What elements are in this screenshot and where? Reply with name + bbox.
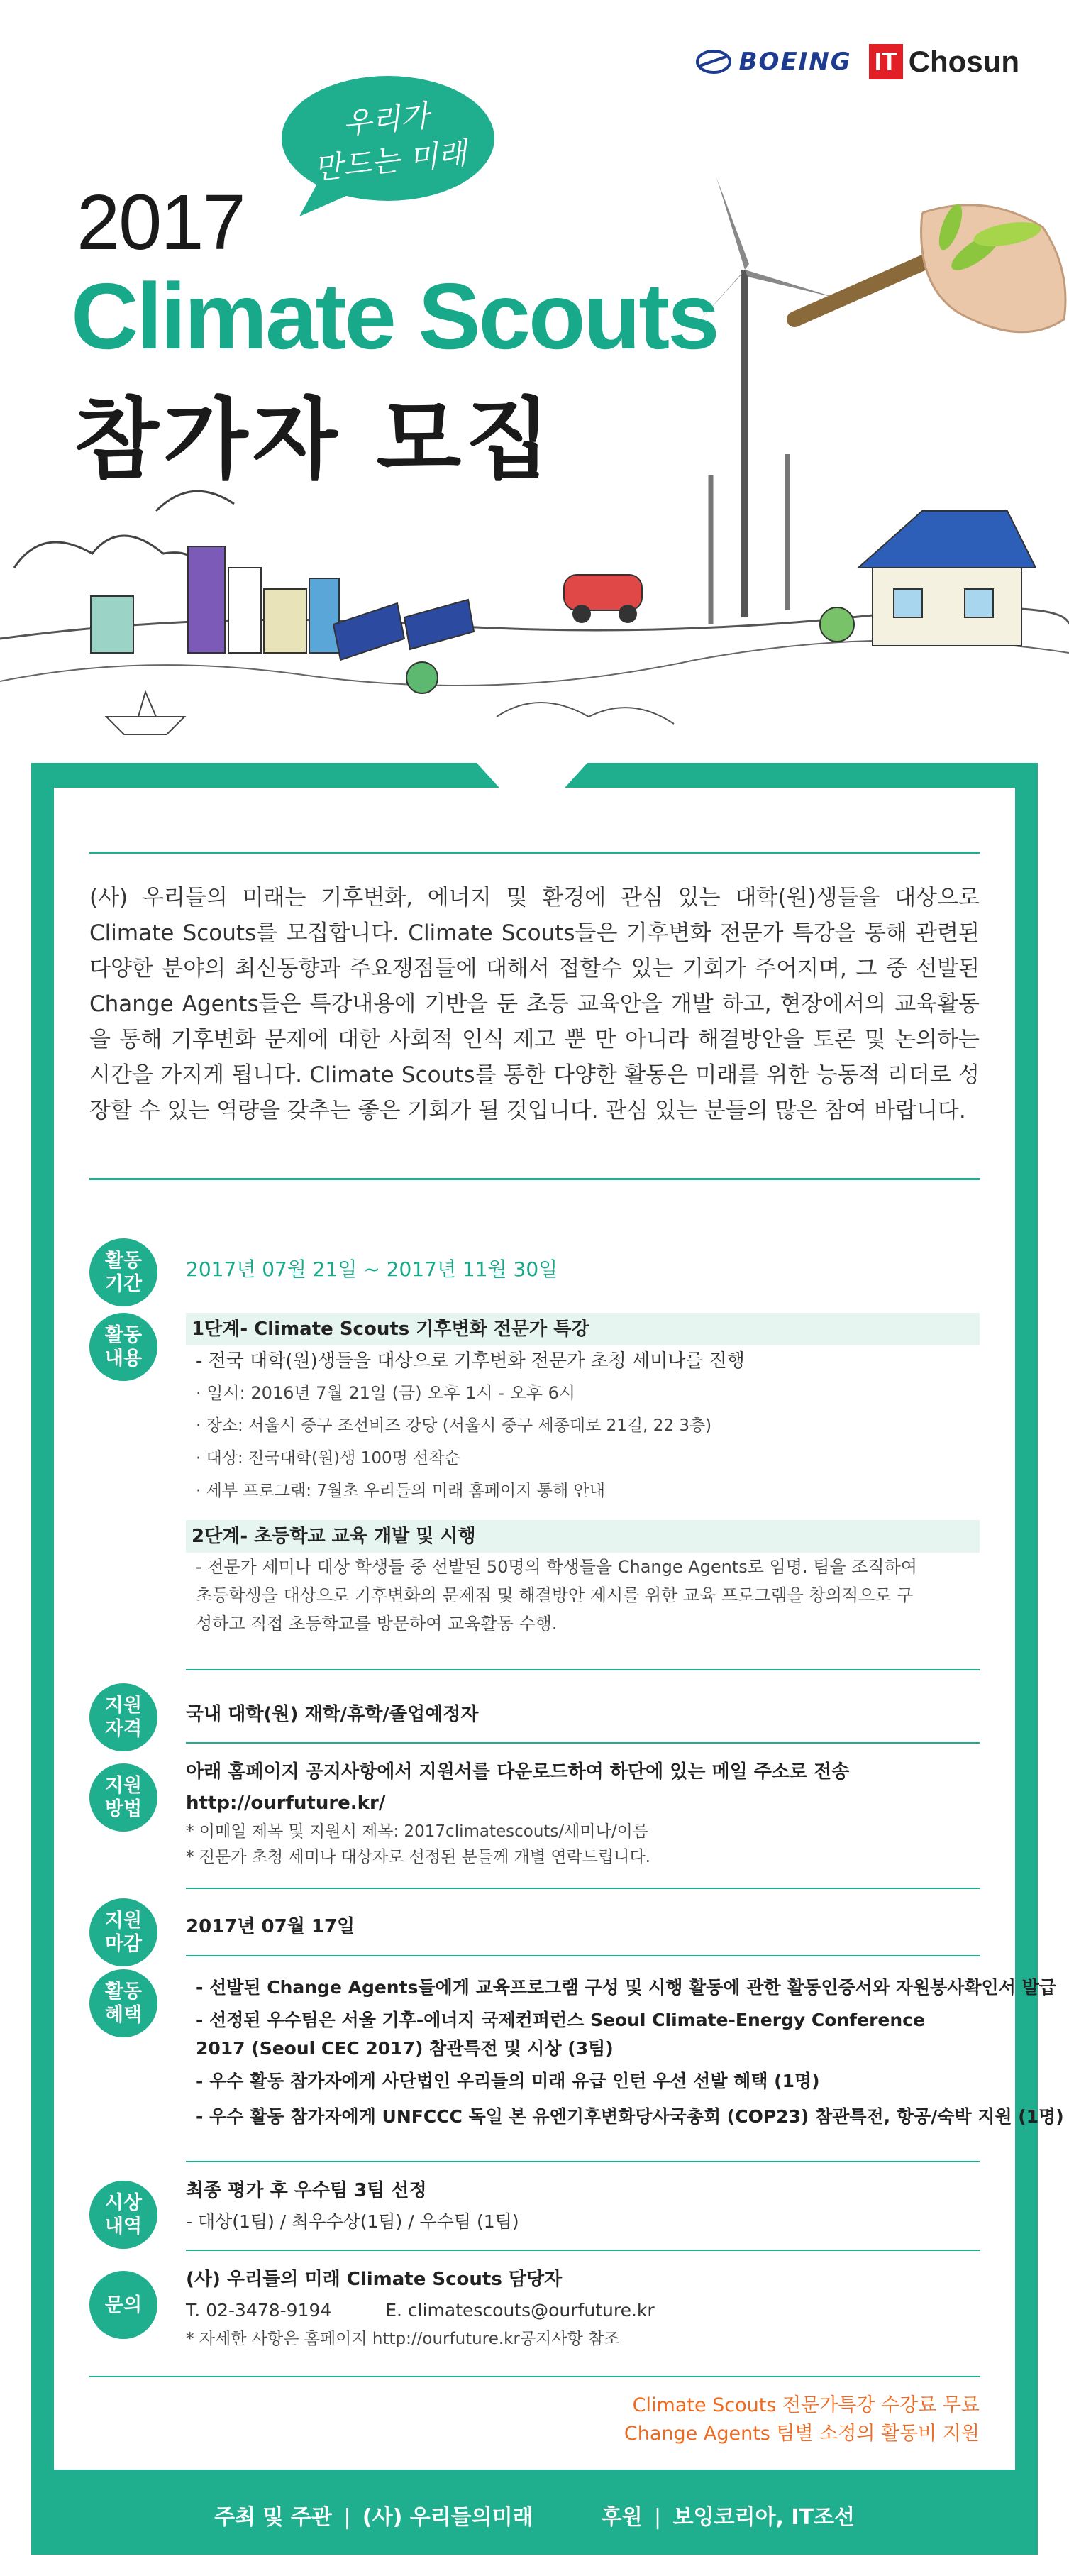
benefit-item-2: - 선정된 우수팀은 서울 기후-에너지 국제컨퍼런스 Seoul Climate-Energy Conference 2017 (Seoul CEC 2017) 참관특전 및 시상 (3팀)	[196, 2010, 925, 2059]
badge-awards	[89, 2181, 157, 2249]
boeing-emblem-icon	[695, 48, 732, 76]
intro-paragraph: (사) 우리들의 미래는 기후변화, 에너지 및 환경에 관심 있는 대학(원)생들을 대상으로 Climate Scouts를 모집합니다. Climate Scouts들은 기후변화 전문가 특강을 통해 관련된 다양한 분야의 최신동향과 주요쟁점들에 대해서 접할수 있는 기회가 주어지며, 그 중 선발된 Change Agents들은 특강내용에 기반을 둔 초등 교육안을 개발 하고, 현장에서의 교육활동을 통해 기후변화 문제에 대한 사회적 인식 제고 뿐 만 아니라 해결방안을 토론 및 논의하는 시간을 가지게 됩니다. Climate Scouts를 통한 다양한 활동은 미래를 위한 능동적 리더로 성장할 수 있는 역량을 갖추는 좋은 기회가 될 것입니다. 관심 있는 분들의 많은 참여 바랍니다.	[89, 885, 980, 1123]
method-note1: * 이메일 제목 및 지원서 제목: 2017climatescouts/세미나/이름	[186, 1822, 649, 1841]
contact-note: * 자세한 사항은 홈페이지 http://ourfuture.kr공지사항 참조	[186, 2330, 620, 2348]
badge-deadline-line1: 지원	[104, 1910, 143, 1932]
notice-line1: Climate Scouts 전문가특강 수강료 무료	[632, 2394, 980, 2416]
stage1-place: · 장소: 서울시 중구 조선비즈 강당 (서울시 중구 세종대로 21길, 22 3층)	[196, 1416, 712, 1435]
badge-benefits-line1: 활동	[104, 1981, 143, 2003]
divider-awards	[186, 2250, 980, 2251]
benefit-item-4: - 우수 활동 참가자에게 UNFCCC 독일 본 유엔기후변화당사국총회 (COP23) 참관특전, 항공/숙박 지원 (1명)	[196, 2106, 1064, 2127]
badge-benefits	[89, 1969, 157, 2037]
section-content	[89, 1313, 980, 1668]
stage2-title: 2단계- 초등학교 교육 개발 및 시행	[186, 1520, 980, 1553]
divider-method	[186, 1888, 980, 1889]
footer-credits	[31, 2475, 1038, 2555]
boeing-wordmark: BOEING	[738, 48, 852, 76]
benefit-item-3: - 우수 활동 참가자에게 사단법인 우리들의 미래 유급 인턴 우선 선발 혜택 (1명)	[196, 2071, 820, 2091]
awards-line2: - 대상(1팀) / 최우수상(1팀) / 우수팀 (1팀)	[186, 2211, 519, 2232]
bubble-line-1: 우리가	[340, 97, 431, 142]
stage1-desc: - 전국 대학(원)생들을 대상으로 기후변화 전문가 초청 세미나를 진행	[196, 1350, 745, 1372]
contact-email[interactable]: E. climatescouts@ourfuture.kr	[385, 2300, 655, 2321]
divider-contact	[89, 2376, 980, 2377]
divider-deadline	[186, 1955, 980, 1956]
page-title-korean: 참가자 모집	[74, 389, 555, 491]
benefit-notice	[624, 2391, 980, 2448]
it-logo-box: IT	[869, 44, 903, 79]
badge-method	[89, 1763, 157, 1832]
notice-line2: Change Agents 팀별 소정의 활동비 지원	[624, 2423, 980, 2445]
divider-intro	[89, 1178, 980, 1180]
stage2-desc: - 전문가 세미나 대상 학생들 중 선발된 50명의 학생들을 Change Agents로 임명. 팀을 조직하여 초등학생을 대상으로 기후변화의 문제점 및 해결방안 제시를 위한 교육 프로그램을 창의적으로 구성하고 직접 초등학교를 방문하여 교육활동 수행.	[196, 1557, 917, 1634]
stage1-target: · 대상: 전국대학(원)생 100명 선착순	[196, 1449, 460, 1468]
badge-awards-line1: 시상	[104, 2192, 143, 2214]
it-chosun-logo	[869, 44, 1019, 79]
chosun-wordmark: Chosun	[908, 45, 1019, 78]
stage1-date: · 일시: 2016년 7월 21일 (금) 오후 1시 - 오후 6시	[196, 1383, 576, 1403]
badge-content-line2: 내용	[104, 1348, 143, 1370]
page-title-english: Climate Scouts	[71, 264, 718, 368]
badge-period	[89, 1238, 157, 1306]
badge-period-line1: 활동	[104, 1250, 143, 1272]
badge-awards-line2: 내역	[104, 2216, 143, 2238]
footer-host-label: 주최 및 주관	[214, 2504, 332, 2530]
badge-qualification-line2: 자격	[104, 1718, 143, 1740]
footer-sponsor-label: 후원	[601, 2504, 643, 2530]
frame-notch	[477, 763, 587, 824]
section-qualification	[89, 1683, 980, 1751]
method-line1: 아래 홈페이지 공지사항에서 지원서를 다운로드하여 하단에 있는 메일 주소로 전송	[186, 1761, 850, 1783]
stage1-program: · 세부 프로그램: 7월초 우리들의 미래 홈페이지 통해 안내	[196, 1482, 605, 1500]
divider-qualification	[186, 1742, 980, 1744]
section-benefits	[89, 1969, 1064, 2154]
badge-method-line1: 지원	[104, 1775, 143, 1797]
event-year: 2017	[77, 179, 245, 266]
badge-content-line1: 활동	[104, 1324, 143, 1346]
badge-benefits-line2: 혜택	[104, 2004, 143, 2026]
period-value: 2017년 07월 21일 ~ 2017년 11월 30일	[186, 1257, 558, 1281]
sponsor-logos	[695, 44, 1019, 79]
bubble-line-2: 만드는 미래	[311, 135, 469, 187]
badge-content	[89, 1313, 157, 1381]
badge-contact-line1: 문의	[104, 2294, 143, 2316]
divider-content	[186, 1669, 980, 1670]
boeing-logo	[695, 48, 852, 76]
hero-section	[0, 0, 1069, 774]
badge-qualification	[89, 1683, 157, 1751]
section-contact	[89, 2264, 980, 2370]
badge-qualification-line1: 지원	[104, 1695, 143, 1717]
section-awards	[89, 2175, 980, 2253]
footer-host-value: (사) 우리들의미래	[362, 2504, 533, 2530]
benefit-item-1: - 선발된 Change Agents들에게 교육프로그램 구성 및 시행 활동에 관한 활동인증서와 자원봉사확인서 발급	[196, 1977, 1056, 1998]
section-method	[89, 1756, 980, 1884]
badge-deadline-line2: 마감	[104, 1933, 143, 1955]
badge-period-line2: 기간	[104, 1273, 143, 1295]
stage1-title: 1단계- Climate Scouts 기후변화 전문가 특강	[186, 1313, 980, 1345]
badge-method-line2: 방법	[104, 1798, 143, 1820]
footer-sponsor: 후원 | 보잉코리아, IT조선	[601, 2504, 855, 2530]
qualification-value: 국내 대학(원) 재학/휴학/졸업예정자	[186, 1704, 479, 1725]
divider-top	[89, 852, 980, 854]
contact-org: (사) 우리들의 미래 Climate Scouts 담당자	[186, 2269, 563, 2290]
badge-contact	[89, 2271, 157, 2339]
badge-deadline	[89, 1898, 157, 1966]
contact-tel: T. 02-3478-9194	[186, 2300, 332, 2321]
method-note2: * 전문가 초청 세미나 대상자로 선정된 분들께 개별 연락드립니다.	[186, 1848, 650, 1866]
divider-benefits	[186, 2161, 980, 2162]
awards-line1: 최종 평가 후 우수팀 3팀 선정	[186, 2180, 427, 2201]
method-url[interactable]: http://ourfuture.kr/	[186, 1793, 386, 1814]
footer-host: 주최 및 주관 | (사) 우리들의미래	[214, 2504, 533, 2530]
footer-sponsor-value: 보잉코리아, IT조선	[672, 2504, 855, 2530]
section-period	[89, 1238, 980, 1306]
deadline-value: 2017년 07월 17일	[186, 1916, 355, 1937]
